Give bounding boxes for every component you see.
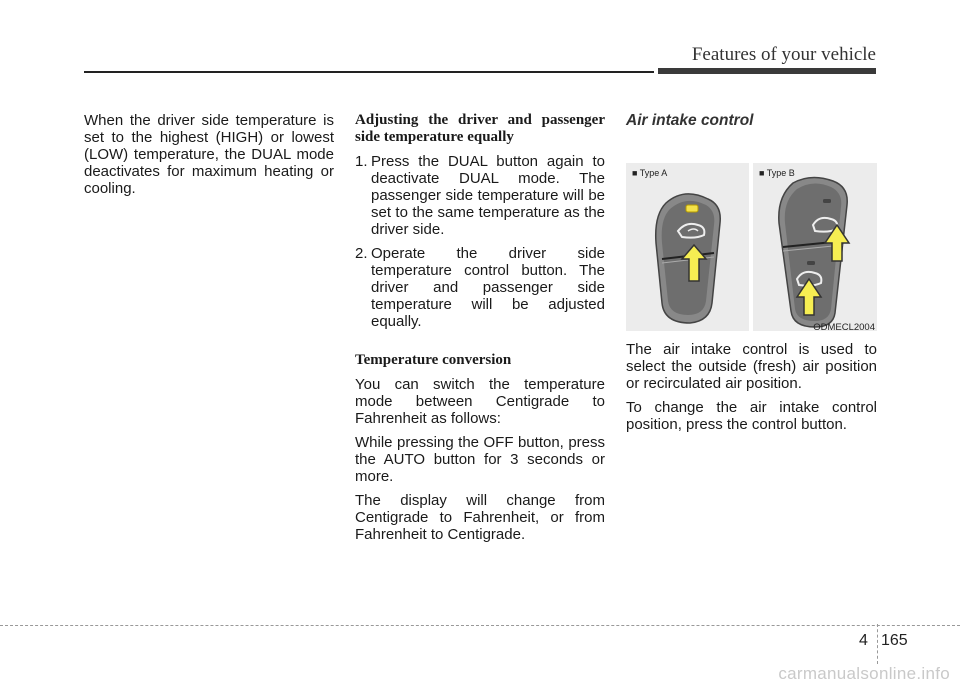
- temperature-conversion-heading: Temperature conversion: [355, 352, 512, 368]
- step-text: Press the DUAL button again to deactivate DUAL mode. The passenger side temperature will be set to the same temperature as the driver side.: [371, 153, 605, 238]
- air-intake-paragraph: To change the air intake control position, press the control button.: [626, 399, 877, 433]
- air-intake-figure: [626, 135, 877, 333]
- header-rule: [84, 71, 654, 73]
- type-b-button-illustration: [753, 163, 877, 331]
- running-header-title: Features of your vehicle: [691, 44, 876, 65]
- conversion-paragraph: The display will change from Centigrade to Fahrenheit, or from Fahrenheit to Centigrade.: [355, 492, 605, 543]
- adjust-equally-heading: Adjusting the driver and passenger side temperature equally: [355, 112, 605, 145]
- adjust-steps-list: [355, 153, 605, 330]
- watermark: carmanualsonline.info: [778, 664, 950, 683]
- page-number: 165: [881, 632, 908, 649]
- step-text: Operate the driver side temperature control button. The driver and passenger side temperature will be adjusted equally.: [371, 245, 605, 330]
- air-intake-paragraph: The air intake control is used to select the outside (fresh) air position or recirculated air position.: [626, 341, 877, 392]
- type-a-label: ■ Type A: [632, 168, 668, 178]
- air-intake-heading: Air intake control: [626, 112, 754, 129]
- dual-mode-paragraph: When the driver side temperature is set to the highest (HIGH) or lowest (LOW) temperature, the DUAL mode deactivates for maximum heating or cooling.: [84, 112, 334, 197]
- chapter-number: 4: [859, 632, 868, 649]
- conversion-paragraph: While pressing the OFF button, press the AUTO button for 3 seconds or more.: [355, 434, 605, 485]
- type-b-label: ■ Type B: [759, 168, 795, 178]
- header-rule-accent: [658, 68, 876, 74]
- type-b-panel: [753, 163, 877, 331]
- footer-rule: [0, 625, 960, 626]
- conversion-paragraph: You can switch the temperature mode between Centigrade to Fahrenheit as follows:: [355, 376, 605, 427]
- type-a-panel: [626, 163, 749, 331]
- list-item: [355, 245, 605, 330]
- list-item: [355, 153, 605, 238]
- figure-code: ODMECL2004: [813, 322, 875, 333]
- step-number: 1.: [355, 153, 368, 170]
- type-a-button-illustration: [626, 163, 749, 331]
- step-number: 2.: [355, 245, 368, 262]
- page-number-divider: [877, 624, 878, 664]
- column-3: [626, 112, 877, 440]
- air-intake-body: [626, 341, 877, 433]
- column-2: [355, 112, 605, 550]
- column-1: [84, 112, 334, 204]
